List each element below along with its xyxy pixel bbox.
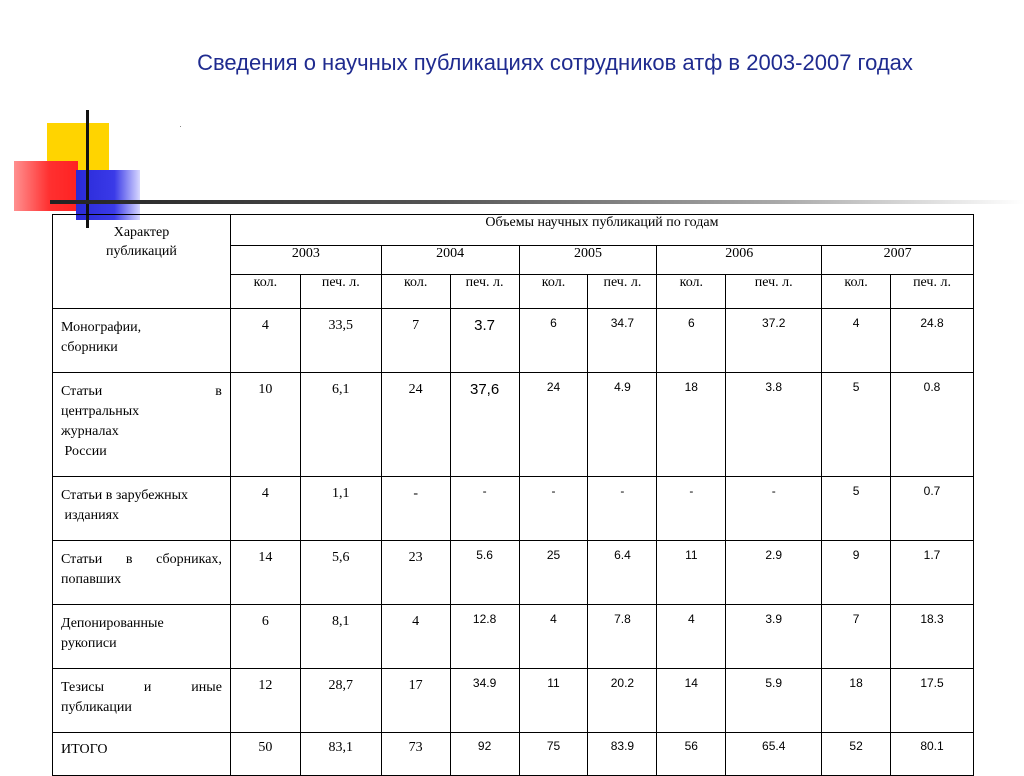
table-cell: 23 xyxy=(381,541,450,605)
table-cell: - xyxy=(657,477,726,541)
table-row xyxy=(53,669,974,733)
row-label-line: центральных xyxy=(61,404,140,419)
row-label-line: Статьи в сборниках, xyxy=(61,552,222,567)
table-row xyxy=(53,373,974,477)
unit-header-kol: кол. xyxy=(519,275,588,309)
table-cell: 6 xyxy=(230,605,300,669)
table-cell: - xyxy=(726,477,822,541)
table-cell: 4.9 xyxy=(588,373,657,477)
table-cell: 17.5 xyxy=(891,669,974,733)
table-cell: 5 xyxy=(822,373,891,477)
table-cell: 75 xyxy=(519,733,588,776)
table-cell: - xyxy=(588,477,657,541)
row-label-line: Депонированные xyxy=(61,616,164,631)
table-cell: 83.9 xyxy=(588,733,657,776)
table-cell: 18.3 xyxy=(891,605,974,669)
unit-header-kol: кол. xyxy=(381,275,450,309)
table-cell: 7 xyxy=(381,309,450,373)
table-cell: 5.6 xyxy=(450,541,519,605)
table-cell: 12 xyxy=(230,669,300,733)
table-row xyxy=(53,541,974,605)
table-cell: 0.7 xyxy=(891,477,974,541)
unit-header-kol: кол. xyxy=(230,275,300,309)
table-cell: 7 xyxy=(822,605,891,669)
table-cell: 3.8 xyxy=(726,373,822,477)
table-cell: 11 xyxy=(519,669,588,733)
table-cell: 6,1 xyxy=(300,373,381,477)
table-cell: 52 xyxy=(822,733,891,776)
table-cell: 37.2 xyxy=(726,309,822,373)
table-cell: 20.2 xyxy=(588,669,657,733)
row-label xyxy=(53,477,231,541)
table-cell: 9 xyxy=(822,541,891,605)
header-row-group xyxy=(53,215,974,246)
table-row xyxy=(53,477,974,541)
table-cell: 14 xyxy=(230,541,300,605)
table-cell: 6 xyxy=(519,309,588,373)
row-label-line: журналах xyxy=(61,424,119,439)
slide-title: Сведения о научных публикациях сотрудников атф в 2003-2007 годах xyxy=(197,50,913,75)
row-label-line: сборники xyxy=(61,340,118,355)
table-cell: 83,1 xyxy=(300,733,381,776)
row-label-line: России xyxy=(61,444,107,459)
decorative-graphic xyxy=(0,0,1024,230)
blue-square xyxy=(76,170,140,220)
corner-header-text: Характер публикаций xyxy=(106,225,177,259)
table-cell: 5.9 xyxy=(726,669,822,733)
table-cell: 5,6 xyxy=(300,541,381,605)
table-cell: 34.9 xyxy=(450,669,519,733)
year-header: 2006 xyxy=(657,246,822,275)
table-row xyxy=(53,733,974,776)
row-label-line: изданиях xyxy=(61,508,120,523)
table-cell: 18 xyxy=(822,669,891,733)
unit-header-pech: печ. л. xyxy=(891,275,974,309)
table-cell: 14 xyxy=(657,669,726,733)
corner-header xyxy=(53,215,231,309)
row-label xyxy=(53,541,231,605)
table-cell: 37,6 xyxy=(450,373,519,477)
row-label-line: Тезисы и иные xyxy=(61,680,222,695)
row-label-line: публикации xyxy=(61,700,132,715)
table-cell: 56 xyxy=(657,733,726,776)
table-cell: 4 xyxy=(657,605,726,669)
table-cell: 6 xyxy=(657,309,726,373)
table-cell: 24 xyxy=(519,373,588,477)
horizontal-rule xyxy=(50,200,1024,204)
table-cell: 1,1 xyxy=(300,477,381,541)
row-label-line: Статьи в xyxy=(61,384,222,399)
table-cell: 92 xyxy=(450,733,519,776)
unit-header-pech: печ. л. xyxy=(300,275,381,309)
table-cell: 50 xyxy=(230,733,300,776)
table-cell: 12.8 xyxy=(450,605,519,669)
table-cell: 7.8 xyxy=(588,605,657,669)
table-cell: 65.4 xyxy=(726,733,822,776)
table-cell: 3.9 xyxy=(726,605,822,669)
row-label-line: попавших xyxy=(61,572,122,587)
table-row xyxy=(53,605,974,669)
row-label-line: Статьи в зарубежных xyxy=(61,488,188,503)
table-cell: 0.8 xyxy=(891,373,974,477)
unit-header-kol: кол. xyxy=(822,275,891,309)
table-cell: 28,7 xyxy=(300,669,381,733)
red-square xyxy=(14,161,78,211)
table-cell: 4 xyxy=(381,605,450,669)
table-cell: 1.7 xyxy=(891,541,974,605)
table-cell: 25 xyxy=(519,541,588,605)
table-cell: 4 xyxy=(230,477,300,541)
row-label xyxy=(53,669,231,733)
year-header: 2003 xyxy=(230,246,381,275)
table-cell: - xyxy=(519,477,588,541)
table-cell: - xyxy=(381,477,450,541)
unit-header-pech: печ. л. xyxy=(588,275,657,309)
table-cell: 2.9 xyxy=(726,541,822,605)
table-cell: 4 xyxy=(230,309,300,373)
row-label-line: Монографии, xyxy=(61,320,142,335)
row-label xyxy=(53,733,231,776)
group-header: Объемы научных публикаций по годам xyxy=(230,215,973,246)
table-cell: 17 xyxy=(381,669,450,733)
table-cell: 10 xyxy=(230,373,300,477)
table-cell: 80.1 xyxy=(891,733,974,776)
unit-header-pech: печ. л. xyxy=(450,275,519,309)
year-header: 2004 xyxy=(381,246,519,275)
table-row xyxy=(53,309,974,373)
table-cell: 33,5 xyxy=(300,309,381,373)
unit-header-pech: печ. л. xyxy=(726,275,822,309)
table-cell: 4 xyxy=(822,309,891,373)
year-header: 2007 xyxy=(822,246,974,275)
table-cell: 4 xyxy=(519,605,588,669)
table-cell: 5 xyxy=(822,477,891,541)
table-cell: 8,1 xyxy=(300,605,381,669)
table-cell: 18 xyxy=(657,373,726,477)
table-cell: 6.4 xyxy=(588,541,657,605)
row-label xyxy=(53,605,231,669)
table-body xyxy=(53,309,974,776)
vertical-rule xyxy=(86,110,89,228)
table-cell: 3.7 xyxy=(450,309,519,373)
row-label xyxy=(53,373,231,477)
table-cell: 34.7 xyxy=(588,309,657,373)
row-label-line: рукописи xyxy=(61,636,117,651)
row-label xyxy=(53,309,231,373)
table-cell: - xyxy=(450,477,519,541)
table-cell: 24.8 xyxy=(891,309,974,373)
table-cell: 73 xyxy=(381,733,450,776)
year-header: 2005 xyxy=(519,246,657,275)
publications-table xyxy=(52,214,974,776)
table-cell: 11 xyxy=(657,541,726,605)
yellow-square xyxy=(47,123,109,185)
row-label-line: ИТОГО xyxy=(61,742,108,757)
dot-mark xyxy=(180,126,181,127)
unit-header-kol: кол. xyxy=(657,275,726,309)
table-cell: 24 xyxy=(381,373,450,477)
